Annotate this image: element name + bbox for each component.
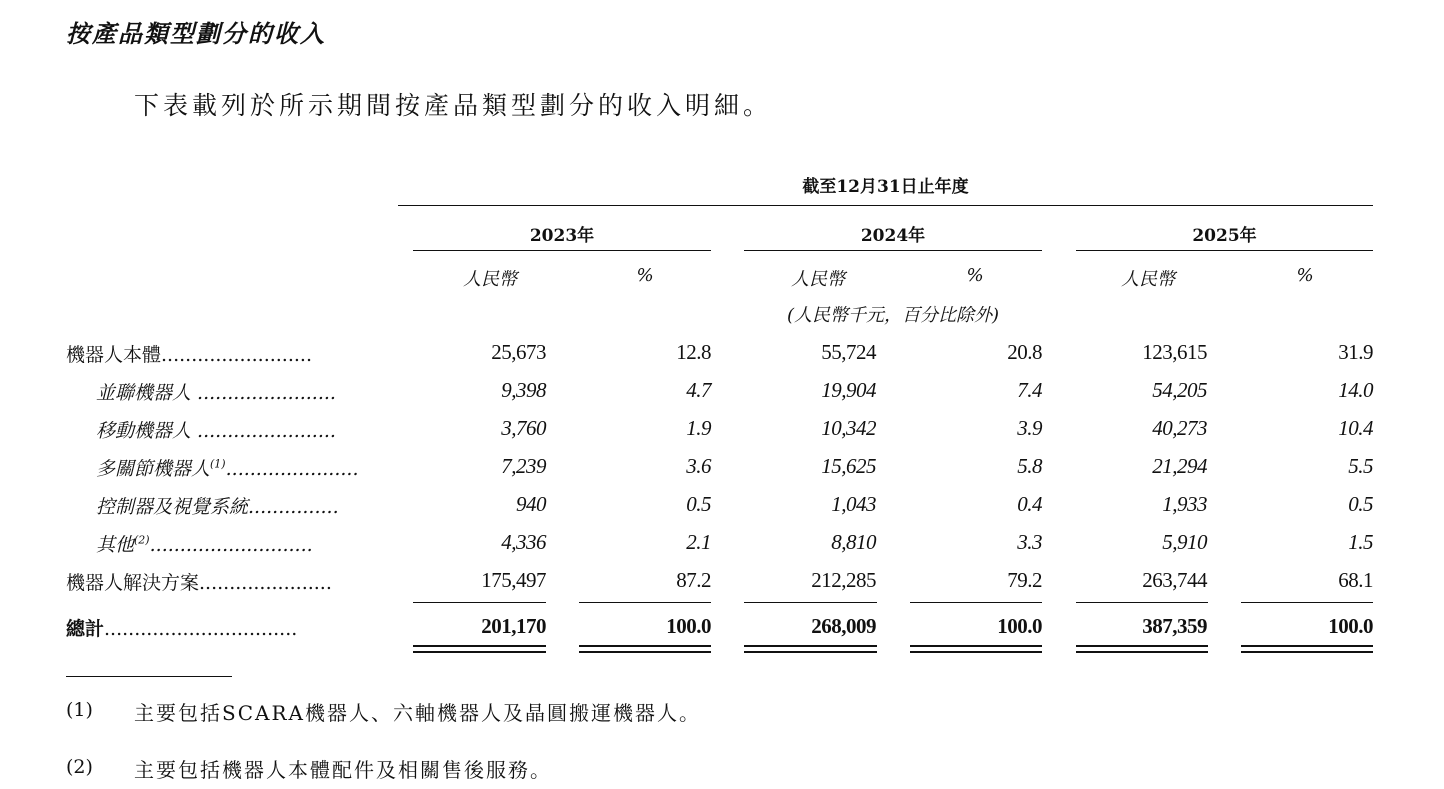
cell-mobile-2024-pct: 3.9 xyxy=(1017,416,1042,440)
cell-total-2023-rmb: 201,170 xyxy=(481,614,546,638)
cell-solutions-2024-pct: 79.2 xyxy=(1007,568,1042,592)
row-leader-dots: ........................... xyxy=(149,534,313,556)
subtotal-rule xyxy=(1076,602,1208,603)
subtotal-rule xyxy=(910,602,1042,603)
row-leader-dots: ............... xyxy=(248,496,339,518)
cell-articulated-2025-pct: 5.5 xyxy=(1348,454,1373,478)
total-double-rule xyxy=(413,645,546,653)
cell-parallel-2025-pct: 14.0 xyxy=(1338,378,1373,402)
cell-others-2023-pct: 2.1 xyxy=(686,530,711,554)
row-label-text: 控制器及視覺系統 xyxy=(96,496,249,518)
footnote-2-text: 主要包括機器人本體配件及相關售後服務。 xyxy=(134,758,552,782)
cell-robot-body-2024-pct: 20.8 xyxy=(1007,340,1042,364)
cell-robot-body-2023-rmb: 25,673 xyxy=(491,340,546,364)
cell-robot-body-2025-rmb: 123,615 xyxy=(1142,340,1207,364)
cell-controller-2023-rmb: 940 xyxy=(516,492,546,516)
cell-total-2025-pct: 100.0 xyxy=(1328,614,1373,638)
cell-total-2024-pct: 100.0 xyxy=(997,614,1042,638)
year-rule-2024 xyxy=(744,250,1042,251)
cell-others-2024-pct: 3.3 xyxy=(1017,530,1042,554)
cell-solutions-2023-pct: 87.2 xyxy=(676,568,711,592)
year-rule-2025 xyxy=(1076,250,1373,251)
total-double-rule xyxy=(1076,645,1208,653)
total-double-rule xyxy=(1241,645,1373,653)
cell-others-2025-pct: 1.5 xyxy=(1348,530,1373,554)
currency-header-2023: 人民幣 xyxy=(463,269,517,290)
cell-articulated-2024-pct: 5.8 xyxy=(1017,454,1042,478)
row-label-mobile-robot xyxy=(96,416,396,443)
cell-controller-2024-pct: 0.4 xyxy=(1017,492,1042,516)
cell-articulated-2025-rmb: 21,294 xyxy=(1152,454,1207,478)
currency-header-2024: 人民幣 xyxy=(791,269,845,290)
percent-header-2023: % xyxy=(636,265,654,286)
row-leader-dots: ....................... xyxy=(191,420,336,442)
cell-parallel-2023-pct: 4.7 xyxy=(686,378,711,402)
footnote-rule xyxy=(66,676,232,677)
total-double-rule xyxy=(910,645,1042,653)
row-leader-dots: ...................... xyxy=(225,458,359,480)
cell-mobile-2023-rmb: 3,760 xyxy=(501,416,546,440)
footnote-marker: (1) xyxy=(210,457,226,471)
percent-header-2025: % xyxy=(1296,265,1314,286)
year-header-2025: 2025年 xyxy=(1192,226,1257,246)
row-label-others xyxy=(96,530,396,557)
year-header-2023: 2023年 xyxy=(529,226,595,246)
cell-solutions-2025-pct: 68.1 xyxy=(1338,568,1373,592)
cell-total-2023-pct: 100.0 xyxy=(666,614,711,638)
row-label-controller-vision xyxy=(96,492,396,519)
cell-controller-2024-rmb: 1,043 xyxy=(831,492,876,516)
cell-controller-2025-pct: 0.5 xyxy=(1348,492,1373,516)
total-double-rule xyxy=(579,645,711,653)
cell-total-2025-rmb: 387,359 xyxy=(1142,614,1207,638)
cell-solutions-2023-rmb: 175,497 xyxy=(481,568,546,592)
cell-parallel-2024-pct: 7.4 xyxy=(1017,378,1042,402)
row-label-robot-body xyxy=(66,340,396,367)
cell-parallel-2023-rmb: 9,398 xyxy=(501,378,546,402)
row-label-text: 其他 xyxy=(96,534,135,556)
row-label-total xyxy=(66,614,396,641)
row-leader-dots: ....................... xyxy=(191,382,336,404)
cell-solutions-2025-rmb: 263,744 xyxy=(1142,568,1207,592)
row-label-robot-solutions xyxy=(66,568,396,595)
cell-articulated-2024-rmb: 15,625 xyxy=(821,454,876,478)
row-leader-dots: ...................... xyxy=(199,572,332,594)
cell-mobile-2025-pct: 10.4 xyxy=(1338,416,1373,440)
row-label-text: 機器人本體 xyxy=(66,344,162,366)
row-leader-dots: ................................ xyxy=(104,618,298,640)
cell-controller-2025-rmb: 1,933 xyxy=(1162,492,1207,516)
cell-robot-body-2023-pct: 12.8 xyxy=(676,340,711,364)
period-header: 截至12月31日止年度 xyxy=(802,177,969,197)
subtotal-rule xyxy=(413,602,546,603)
cell-mobile-2023-pct: 1.9 xyxy=(686,416,711,440)
cell-total-2024-rmb: 268,009 xyxy=(811,614,876,638)
cell-parallel-2024-rmb: 19,904 xyxy=(821,378,876,402)
row-label-text: 總計 xyxy=(66,618,105,640)
cell-others-2024-rmb: 8,810 xyxy=(831,530,876,554)
year-header-2024: 2024年 xyxy=(860,226,926,246)
row-label-text: 機器人解決方案 xyxy=(66,572,200,594)
cell-mobile-2025-rmb: 40,273 xyxy=(1152,416,1207,440)
row-label-articulated-robot xyxy=(96,454,396,481)
footnote-2-number: (2) xyxy=(66,756,93,778)
percent-header-2024: % xyxy=(966,265,984,286)
footnote-marker: (2) xyxy=(134,533,150,547)
intro-paragraph: 下表載列於所示期間按產品類型劃分的收入明細。 xyxy=(134,91,773,120)
cell-mobile-2024-rmb: 10,342 xyxy=(821,416,876,440)
cell-solutions-2024-rmb: 212,285 xyxy=(811,568,876,592)
cell-others-2025-rmb: 5,910 xyxy=(1162,530,1207,554)
cell-robot-body-2024-rmb: 55,724 xyxy=(821,340,876,364)
row-leader-dots: ......................... xyxy=(161,344,313,366)
currency-header-2025: 人民幣 xyxy=(1121,269,1175,290)
row-label-parallel-robot xyxy=(96,378,396,405)
cell-articulated-2023-pct: 3.6 xyxy=(686,454,711,478)
year-rule-2023 xyxy=(413,250,711,251)
footnote-1-text: 主要包括SCARA機器人、六軸機器人及晶圓搬運機器人。 xyxy=(134,701,701,725)
cell-robot-body-2025-pct: 31.9 xyxy=(1338,340,1373,364)
footnote-1-number: (1) xyxy=(66,699,93,721)
subtotal-rule xyxy=(744,602,877,603)
cell-articulated-2023-rmb: 7,239 xyxy=(501,454,546,478)
total-double-rule xyxy=(744,645,877,653)
row-label-text: 移動機器人 xyxy=(96,420,192,442)
cell-controller-2023-pct: 0.5 xyxy=(686,492,711,516)
period-rule xyxy=(398,205,1373,206)
row-label-text: 多關節機器人 xyxy=(96,458,211,480)
row-label-text: 並聯機器人 xyxy=(96,382,192,404)
cell-parallel-2025-rmb: 54,205 xyxy=(1152,378,1207,402)
cell-others-2023-rmb: 4,336 xyxy=(501,530,546,554)
subtotal-rule xyxy=(579,602,711,603)
section-heading: 按產品類型劃分的收入 xyxy=(66,19,326,48)
unit-note: (人民幣千元，百分比除外) xyxy=(786,305,1000,326)
subtotal-rule xyxy=(1241,602,1373,603)
